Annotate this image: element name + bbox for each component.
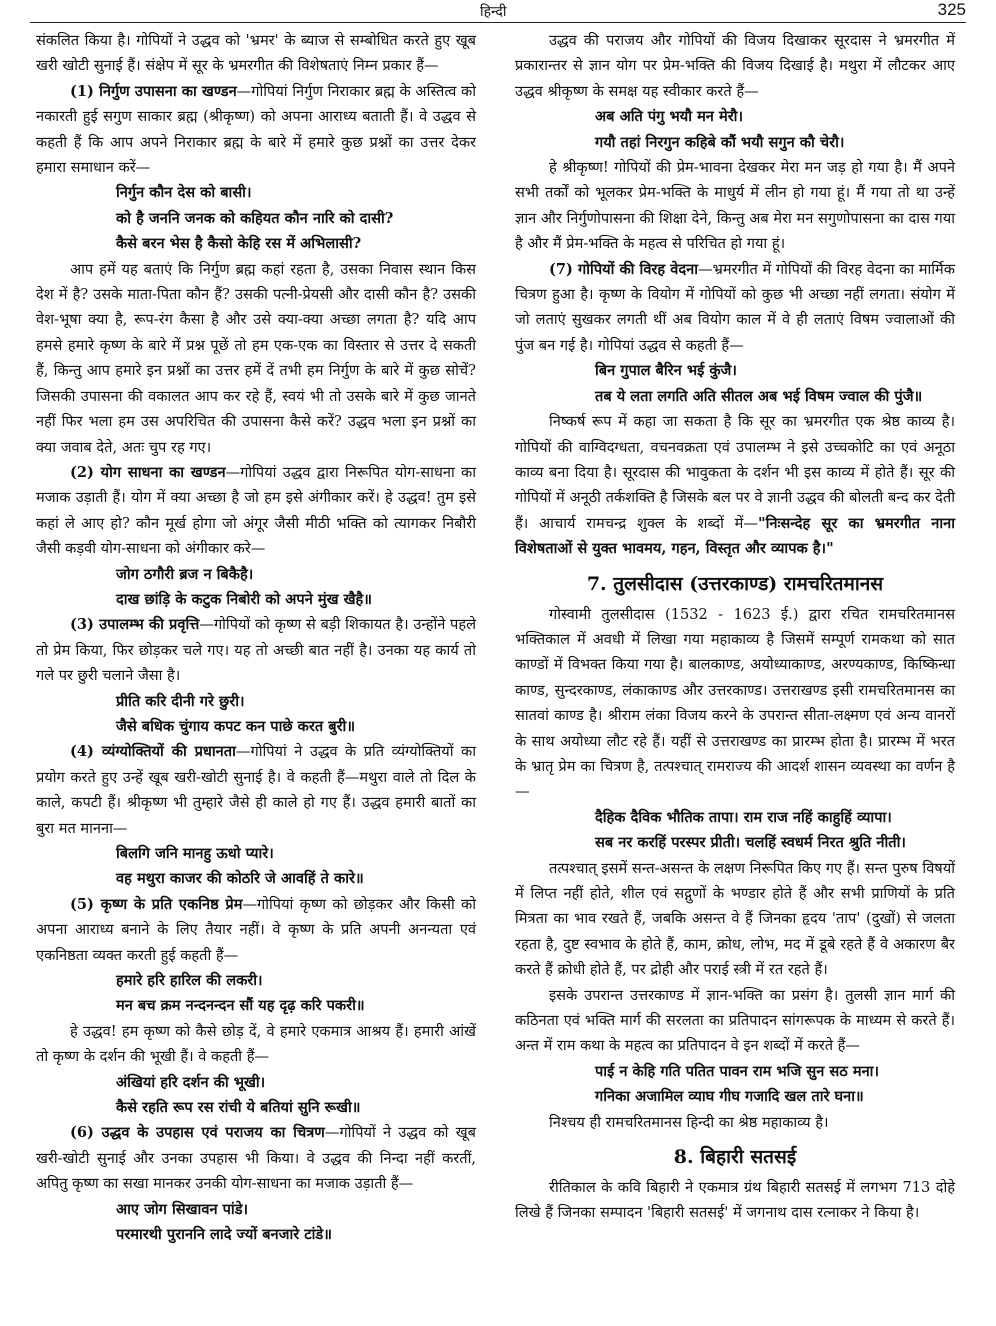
paragraph-text: आप हमें यह बताएं कि निर्गुण ब्रह्म कहां रहता है, उसका निवास स्थान किस देश में है? उसके माता-पिता कौन हैं? उसकी पत्नी-प्रेयसी और दासी कौन है? उसकी वेश-भूषा क्या है, रूप-रंग कैसा है और उसे क्या-क्या अच्छा लगता है? यदि आप हमसे हमारे कृष्ण के बारे में प्रश्न पूछें तो हम एक-एक का विस्तार से उत्तर दे सकती हैं, किन्तु आप हमारे इन प्रश्नों का उत्तर हमें दें तभी हम निर्गुण के बारे में कुछ सोचें? जिसकी उपासना की वकालत आप कर रहे हैं, स्वयं भी तो उसके बारे में कुछ जानते नहीं फिर भला हम उस अपरिचित की उपासना कैसे करें? उद्धव भला इन प्रश्नों का क्या जवाब देते, अतः चुप रह गए।	[36, 260, 476, 456]
verse-block	[515, 805, 955, 856]
verse-line: को है जननि जनक को कहियत कौन नारि को दासी?	[116, 209, 394, 227]
paragraph-text: गोस्वामी तुलसीदास (1532 - 1623 ई.) द्वारा रचित रामचरितमानस भक्तिकाल में अवधी में लिखा गया महाकाव्य है जिसमें सम्पूर्ण रामकथा को सात काण्डों में विभक्त किया गया है। बालकाण्ड, अयोध्याकाण्ड, अरण्यकाण्ड, किष्किन्धा काण्ड, सुन्दरकाण्ड, लंकाकाण्ड और उत्तरकाण्ड। उत्तराखण्ड इसी रामचरितमानस का सातवां काण्ड है। श्रीराम लंका विजय करने के उपरान्त सीता-लक्ष्मण एवं अन्य वानरों के साथ अयोध्या लौट रहे हैं। यहीं से उत्तराखण्ड का प्रारम्भ होता है। प्रारम्भ में भरत के भ्रातृ प्रेम का चित्रण है, तत्पश्चात् रामराज्य की आदर्श शासन व्यवस्था का वर्णन है—	[515, 605, 955, 801]
paragraph-text: तत्पश्चात् इसमें सन्त-असन्त के लक्षण निरूपित किए गए हैं। सन्त पुरुष विषयों में लिप्त नहीं होते, शील एवं सद्गुणों के भण्डार होते हैं और सभी प्राणियों के प्रति मित्रता का भाव रखते हैं, जबकि असन्त वे हैं जिनका हृदय 'ताप' (दुखों) से जलता रहता है, दुष्ट स्वभाव के होते हैं, काम, क्रोध, लोभ, मद में डूबे रहते हैं वे अकारण बैर करते हैं क्रोधी होते हैं, पर द्रोही और पराई स्त्री में रत रहते हैं।	[515, 859, 955, 979]
paragraph	[515, 856, 955, 983]
paragraph	[36, 257, 476, 460]
verse-line: बिन गुपाल बैरिन भई कुंजै।	[595, 362, 737, 380]
verse-block	[515, 104, 955, 155]
paragraph	[36, 1120, 476, 1196]
running-title: हिन्दी	[480, 4, 507, 20]
verse-line: गनिका अजामिल व्याघ गीघ गजादि खल तारे घना॥	[595, 1088, 864, 1106]
verse-line: जोग ठगौरी ब्रज न बिकैहै।	[116, 565, 254, 583]
paragraph-text: —गोपियां उद्धव द्वारा निरूपित योग-साधना का मजाक उड़ाती हैं। योग में क्या अच्छा है जो हम इसे अंगीकार करें। हे उद्धव! तुम इसे कहां ले आए हो? कौन मूर्ख होगा जो अंगूर जैसी मीठी भक्ति को त्यागकर निबौरी जैसी कड़वी योग-साधना को अंगीकार करे—	[36, 463, 477, 558]
paragraph	[36, 460, 476, 562]
verse-line: गयौ तहां निरगुन कहिबे कौं भयौ सगुन कौ चेरौ।	[595, 133, 845, 151]
verse-block	[36, 1070, 476, 1121]
page-number: 325	[937, 0, 966, 19]
verse-line: प्रीति करि दीनी गरे छुरी।	[116, 692, 245, 710]
paragraph-lead: (1) निर्गुण उपासना का खण्डन	[70, 82, 237, 100]
section-heading: 7. तुलसीदास (उत्तरकाण्ड) रामचरितमानस	[586, 572, 884, 595]
verse-block	[36, 562, 476, 613]
quotation: "निःसन्देह सूर का भ्रमरगीत नाना विशेषताओं से युक्त भावमय, गहन, विस्तृत और व्यापक है।"	[515, 514, 956, 558]
verse-block	[36, 841, 476, 892]
paragraph-text: —गोपियां ने उद्धव के प्रति व्यंग्योक्तियों का प्रयोग करते हुए उन्हें खूब खरी-खोटी सुनाई है। वे कहती हैं—मथुरा वाले तो दिल के काले, कपटी हैं। श्रीकृष्ण भी तुम्हारे जैसे ही काले हो गए हैं। उद्धव हमारी बातों का बुरा मत मानना—	[36, 743, 476, 837]
paragraph-lead: (3) उपालम्भ की प्रवृत्ति	[70, 616, 200, 634]
paragraph-text: —गोपियां कृष्ण को छोड़कर और किसी को अपना आराध्य बनाने के लिए तैयार नहीं। वे कृष्ण के प्रति अपनी अनन्यता एवं एकनिष्ठता व्यक्त करती हुई कहती हैं—	[36, 895, 476, 964]
verse-line: अंखियां हरि दर्शन की भूखी।	[116, 1073, 266, 1091]
verse-line: पाई न केहि गति पतित पावन राम भजि सुन सठ मना।	[595, 1062, 879, 1080]
paragraph-text: हे श्रीकृष्ण! गोपियों की प्रेम-भावना देखकर मेरा मन जड़ हो गया है। मैं अपने सभी तर्कों को भूलकर प्रेम-भक्ति के माधुर्य में लीन हो गया हूं। मैं गया तो था उन्हें ज्ञान और निर्गुणोपासना की शिक्षा देने, किन्तु अब मेरा मन सगुणोपासना का दास गया है और मैं प्रेम-भक्ति के महत्व से परिचित हो गया हूं।	[515, 159, 955, 253]
paragraph	[515, 1175, 955, 1226]
paragraph-lead: (5) कृष्ण के प्रति एकनिष्ठ प्रेम	[70, 895, 243, 913]
paragraph	[36, 612, 476, 688]
paragraph-lead: (7) गोपियों की विरह वेदना	[549, 260, 698, 278]
paragraph	[36, 739, 476, 841]
paragraph-lead: (4) व्यंग्योक्तियों की प्रधानता	[70, 743, 236, 761]
verse-line: तब ये लता लगति अति सीतल अब भई विषम ज्वाल की पुंजै॥	[595, 387, 923, 405]
verse-line: आए जोग सिखावन पांडे।	[116, 1200, 249, 1218]
paragraph-lead: (6) उद्धव के उपहास एवं पराजय का चित्रण	[70, 1124, 325, 1142]
paragraph-text: —भ्रमरगीत में गोपियों की विरह वेदना का मार्मिक चित्रण हुआ है। कृष्ण के वियोग में गोपियों को कुछ भी अच्छा नहीं लगता। संयोग में जो लताएं सुखकर लगती थीं अब वियोग काल में वे ही लताएं विषम ज्वालाओं की पुंज बन गई है। गोपियां उद्धव से कहती हैं—	[515, 260, 955, 354]
verse-line: सब नर करहिं परस्पर प्रीती। चलहिं स्वधर्म निरत श्रुति नीती।	[595, 834, 906, 852]
paragraph	[36, 28, 476, 79]
left-column	[36, 28, 476, 1248]
section-heading: 8. बिहारी सतसई	[673, 1146, 797, 1169]
paragraph-text: उद्धव की पराजय और गोपियों की विजय दिखाकर सूरदास ने भ्रमरगीत में प्रकारान्तर से ज्ञान योग पर प्रेम-भक्ति की विजय दिखाई है। मथुरा में लौटकर आए उद्धव श्रीकृष्ण के समक्ष यह स्वीकार करते हैं—	[515, 32, 955, 100]
verse-block	[515, 1059, 955, 1110]
paragraph-text: —गोपियों ने उद्धव को खूब खरी-खोटी सुनाई और उनका उपहास भी किया। वे उद्धव की निन्दा नहीं करतीं, अपितु कृष्ण का सखा मानकर उनकी योग-साधना का मजाक उड़ाती हैं—	[36, 1124, 476, 1193]
verse-line: हमारे हरि हारिल की लकरी।	[116, 972, 263, 990]
verse-line: बिलगि जनि मानहु ऊधो प्यारे।	[116, 845, 274, 862]
paragraph-lead: (2) योग साधना का खण्डन	[70, 463, 226, 481]
paragraph	[515, 409, 955, 561]
verse-line: दाख छांड़ि के कटुक निबोरी को अपने मुंख खैहै॥	[116, 590, 373, 608]
verse-line: कैसे बरन भेस है कैसो केहि रस में अभिलासी?	[116, 235, 362, 253]
paragraph-text: इसके उपरान्त उत्तरकाण्ड में ज्ञान-भक्ति का प्रसंग है। तुलसी ज्ञान मार्ग की कठिनता एवं भक्ति मार्ग की सरलता का प्रतिपादन सांगरूपक के माध्यम से करते हैं। अन्त में राम कथा के महत्व का प्रतिपादन वे इन शब्दों में करते हैं—	[515, 986, 955, 1055]
verse-block	[36, 689, 476, 740]
verse-line: कैसे रहति रूप रस रांची ये बतियां सुनि रूखी॥	[116, 1099, 361, 1117]
paragraph	[36, 892, 476, 968]
paragraph-text: —गोपियों को कृष्ण से बड़ी शिकायत है। उन्होंने पहले तो प्रेम किया, फिर छोड़कर चले गए। यह तो अच्छी बात नहीं है। उनका यह कार्य तो गले पर छुरी चलाने जैसा है।	[36, 616, 476, 685]
paragraph	[515, 155, 955, 257]
paragraph-text: रीतिकाल के कवि बिहारी ने एकमात्र ग्रंथ बिहारी सतसई में लगभग 713 दोहे लिखे हैं जिनका सम्पादन 'बिहारी सतसई' में जगनाथ दास रत्नाकर ने किया है।	[515, 1179, 955, 1222]
paragraph	[515, 28, 955, 104]
paragraph-text: निश्चय ही रामचरितमानस हिन्दी का श्रेष्ठ महाकाव्य है।	[549, 1113, 829, 1131]
verse-block	[36, 968, 476, 1019]
verse-block	[36, 180, 476, 256]
page-header	[30, 0, 966, 23]
paragraph-text: —गोपियां निर्गुण निराकार ब्रह्म के अस्तित्व को नकारती हुई सगुण साकार ब्रह्म (श्रीकृष्ण) को अपना आराध्य बताती हैं। वे उद्धव से कहती हैं कि आप अपने निराकार ब्रह्म के बारे में हमारे कुछ प्रश्नों का उत्तर देकर हमारा समाधान करें—	[36, 82, 476, 177]
verse-line: अब अति पंगु भयौ मन मेरौ।	[595, 108, 743, 126]
paragraph	[36, 1019, 476, 1070]
paragraph-text: निष्कर्ष रूप में कहा जा सकता है कि सूर का भ्रमरगीत एक श्रेष्ठ काव्य है। गोपियों की वाग्विदग्धता, वचनवक्रता एवं उपालम्भ ने इसे उच्चकोटि का एवं अनूठा काव्य बना दिया है। सूरदास की भावुकता के दर्शन भी इस काव्य में होते हैं। सूर की गोपियों में अनूठी तर्कशक्ति है जिसके बल पर वे ज्ञानी उद्धव की बोलती बन्द कर देती हैं। आचार्य रामचन्द्र शुक्ल के शब्दों में—	[515, 413, 955, 532]
verse-line: जैसे बधिक चुंगाय कपट कन पाछे करत बुरी॥	[116, 717, 356, 735]
paragraph	[515, 983, 955, 1059]
verse-line: परमारथी पुराननि लादे ज्यों बनजारे टांडे॥	[116, 1226, 332, 1244]
verse-line: मन बच क्रम नन्दनन्दन सौं यह दृढ़ करि पकरी॥	[116, 997, 365, 1015]
paragraph	[515, 602, 955, 805]
paragraph-text: संकलित किया है। गोपियों ने उद्धव को 'भ्रमर' के ब्याज से सम्बोधित करते हुए खूब खरी खोटी सुनाई हैं। संक्षेप में सूर के भ्रमरगीत की विशेषताएं निम्न प्रकार हैं—	[36, 32, 476, 75]
paragraph-text: हे उद्धव! हम कृष्ण को कैसे छोड़ दें, वे हमारे एकमात्र आश्रय हैं। हमारी आंखें तो कृष्ण के दर्शन की भूखी हैं। वे कहती हैं—	[36, 1022, 476, 1066]
verse-block	[36, 1197, 476, 1248]
verse-line: वह मथुरा काजर की कोठरि जे आवहिं ते कारे॥	[116, 870, 364, 888]
paragraph	[515, 1110, 955, 1135]
verse-line: निर्गुन कौन देस को बासी।	[116, 184, 252, 202]
verse-line: दैहिक दैविक भौतिक तापा। राम राज नहिं काहुहिं व्यापा।	[595, 808, 892, 826]
verse-block	[515, 358, 955, 409]
paragraph	[515, 257, 955, 359]
paragraph	[36, 79, 476, 181]
right-column	[515, 28, 955, 1226]
